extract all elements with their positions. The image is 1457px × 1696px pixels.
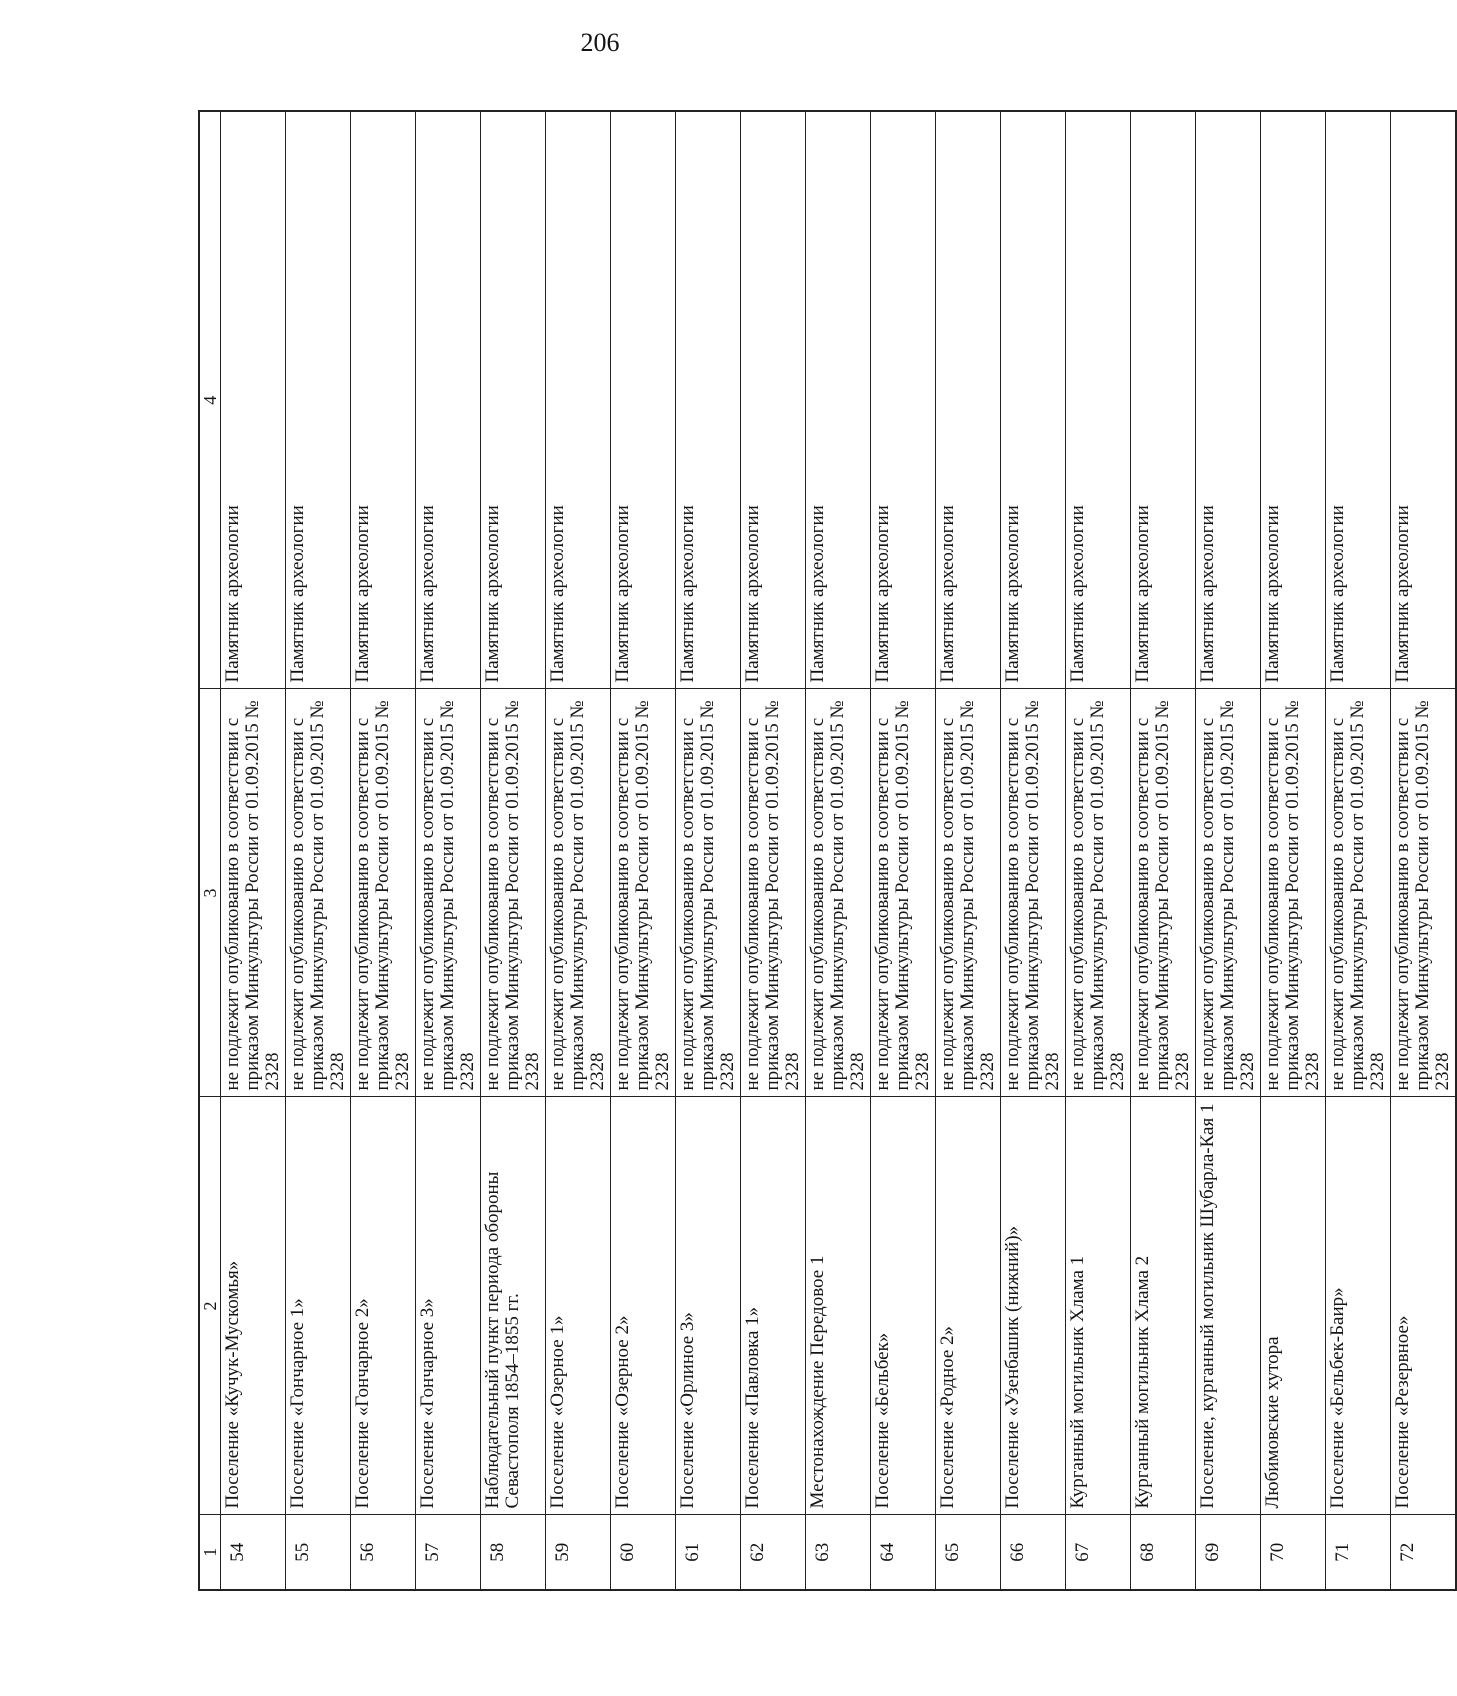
object-category: Памятник археологии [481,111,546,689]
object-category: Памятник археологии [221,111,286,689]
table-row [611,111,676,1590]
row-number: 63 [806,1515,871,1590]
table-row [1131,111,1196,1590]
table-row [1066,111,1131,1590]
column-header-3: 3 [199,689,221,1097]
row-number: 68 [1131,1515,1196,1590]
object-category: Памятник археологии [1196,111,1261,689]
monuments-table [198,110,1457,1591]
object-category: Памятник археологии [676,111,741,689]
table-row [1326,111,1391,1590]
row-number: 58 [481,1515,546,1590]
object-name: Любимовские хутора [1261,1097,1326,1515]
publication-status: не подлежит опубликованию в соответствии с приказом Минкультуры России от 01.09.2015 № 2328 [286,689,351,1097]
object-category: Памятник археологии [286,111,351,689]
row-number: 71 [1326,1515,1391,1590]
row-number: 70 [1261,1515,1326,1590]
publication-status: не подлежит опубликованию в соответствии с приказом Минкультуры России от 01.09.2015 № 2328 [611,689,676,1097]
object-name: Поселение «Озерное 1» [546,1097,611,1515]
object-name: Поселение «Резервное» [1391,1097,1457,1515]
row-number: 62 [741,1515,806,1590]
publication-status: не подлежит опубликованию в соответствии с приказом Минкультуры России от 01.09.2015 № 2328 [221,689,286,1097]
object-category: Памятник археологии [741,111,806,689]
row-number: 64 [871,1515,936,1590]
table-row [351,111,416,1590]
object-name: Поселение «Узенбашик (нижний)» [1001,1097,1066,1515]
publication-status: не подлежит опубликованию в соответствии с приказом Минкультуры России от 01.09.2015 № 2328 [481,689,546,1097]
row-number: 69 [1196,1515,1261,1590]
table-row [871,111,936,1590]
object-category: Памятник археологии [611,111,676,689]
table-row [806,111,871,1590]
table-row [546,111,611,1590]
object-category: Памятник археологии [416,111,481,689]
object-name: Поселение «Бельбек-Баир» [1326,1097,1391,1515]
object-category: Памятник археологии [1131,111,1196,689]
object-category: Памятник археологии [1001,111,1066,689]
publication-status: не подлежит опубликованию в соответствии с приказом Минкультуры России от 01.09.2015 № 2328 [1196,689,1261,1097]
row-number: 66 [1001,1515,1066,1590]
table-row [1391,111,1457,1590]
publication-status: не подлежит опубликованию в соответствии с приказом Минкультуры России от 01.09.2015 № 2328 [1066,689,1131,1097]
object-name: Курганный могильник Хлама 1 [1066,1097,1131,1515]
object-name: Поселение «Орлиное 3» [676,1097,741,1515]
object-category: Памятник археологии [351,111,416,689]
object-category: Памятник археологии [871,111,936,689]
object-category: Памятник археологии [1326,111,1391,689]
object-name: Поселение «Родное 2» [936,1097,1001,1515]
table-row [416,111,481,1590]
row-number: 61 [676,1515,741,1590]
table-row [1261,111,1326,1590]
publication-status: не подлежит опубликованию в соответствии с приказом Минкультуры России от 01.09.2015 № 2328 [351,689,416,1097]
column-header-2: 2 [199,1097,221,1515]
row-number: 67 [1066,1515,1131,1590]
object-name: Поселение «Гончарное 3» [416,1097,481,1515]
object-name: Поселение «Павловка 1» [741,1097,806,1515]
column-header-1: 1 [199,1515,221,1590]
table-row [286,111,351,1590]
table-body [221,111,1457,1590]
publication-status: не подлежит опубликованию в соответствии с приказом Минкультуры России от 01.09.2015 № 2328 [871,689,936,1097]
object-name: Поселение «Бельбек» [871,1097,936,1515]
table-row [741,111,806,1590]
table-row [481,111,546,1590]
row-number: 65 [936,1515,1001,1590]
table-row [221,111,286,1590]
object-category: Памятник археологии [1391,111,1457,689]
publication-status: не подлежит опубликованию в соответствии с приказом Минкультуры России от 01.09.2015 № 2328 [1001,689,1066,1097]
object-category: Памятник археологии [936,111,1001,689]
object-name: Поселение «Кучук-Мускомья» [221,1097,286,1515]
publication-status: не подлежит опубликованию в соответствии с приказом Минкультуры России от 01.09.2015 № 2328 [1131,689,1196,1097]
row-number: 54 [221,1515,286,1590]
page-number: 206 [580,28,620,57]
object-name: Наблюдательный пункт периода обороны Севастополя 1854–1855 гг. [481,1097,546,1515]
object-name: Поселение, курганный могильник Шубарла-Кая 1 [1196,1097,1261,1515]
row-number: 59 [546,1515,611,1590]
table-row [676,111,741,1590]
row-number: 60 [611,1515,676,1590]
header-row [199,111,221,1590]
publication-status: не подлежит опубликованию в соответствии с приказом Минкультуры России от 01.09.2015 № 2328 [676,689,741,1097]
object-name: Курганный могильник Хлама 2 [1131,1097,1196,1515]
publication-status: не подлежит опубликованию в соответствии с приказом Минкультуры России от 01.09.2015 № 2328 [416,689,481,1097]
object-name: Местонахождение Передовое 1 [806,1097,871,1515]
table-row [1001,111,1066,1590]
rotated-table-frame [198,112,1453,1591]
object-name: Поселение «Гончарное 1» [286,1097,351,1515]
row-number: 72 [1391,1515,1457,1590]
row-number: 57 [416,1515,481,1590]
object-category: Памятник археологии [546,111,611,689]
object-category: Памятник археологии [1261,111,1326,689]
publication-status: не подлежит опубликованию в соответствии с приказом Минкультуры России от 01.09.2015 № 2328 [741,689,806,1097]
object-name: Поселение «Гончарное 2» [351,1097,416,1515]
table-row [1196,111,1261,1590]
object-name: Поселение «Озерное 2» [611,1097,676,1515]
publication-status: не подлежит опубликованию в соответствии с приказом Минкультуры России от 01.09.2015 № 2328 [546,689,611,1097]
object-category: Памятник археологии [1066,111,1131,689]
publication-status: не подлежит опубликованию в соответствии с приказом Минкультуры России от 01.09.2015 № 2328 [1261,689,1326,1097]
table-row [936,111,1001,1590]
publication-status: не подлежит опубликованию в соответствии с приказом Минкультуры России от 01.09.2015 № 2328 [1326,689,1391,1097]
publication-status: не подлежит опубликованию в соответствии с приказом Минкультуры России от 01.09.2015 № 2328 [806,689,871,1097]
row-number: 55 [286,1515,351,1590]
publication-status: не подлежит опубликованию в соответствии с приказом Минкультуры России от 01.09.2015 № 2328 [936,689,1001,1097]
object-category: Памятник археологии [806,111,871,689]
row-number: 56 [351,1515,416,1590]
column-header-4: 4 [199,111,221,689]
publication-status: не подлежит опубликованию в соответствии с приказом Минкультуры России от 01.09.2015 № 2328 [1391,689,1457,1097]
